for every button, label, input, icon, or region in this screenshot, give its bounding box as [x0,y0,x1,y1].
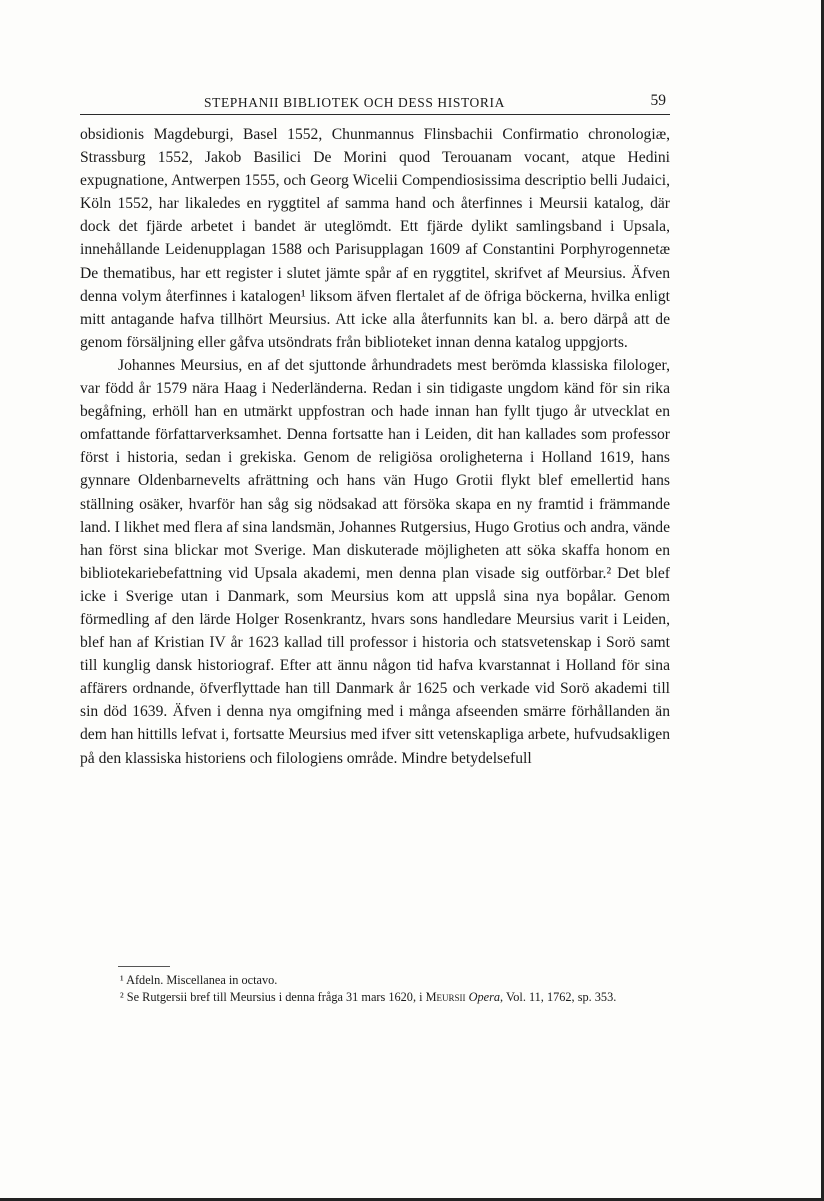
footnotes [80,972,670,1006]
page-number: 59 [650,92,666,109]
paragraph-1: obsidionis Magdeburgi, Basel 1552, Chunmannus Flinsbachii Confirmatio chronologiæ, Strassburg 1552, Jakob Basilici De Morini quod Terouanam vocant, atque Hedini expugnatione, Antwerpen 1555, och Georg Wicelii Compendiosissima descriptio belli Judaici, Köln 1552, har likaledes en ryggtitel af samma hand och återfinnes i Meursii katalog, där dock det fjärde arbetet i bandet är uteglömdt. Ett fjärde dylikt samlingsband i Upsala, innehållande Leidenupplagan 1588 och Parisupplagan 1609 af Constantini Porphyrogennetæ De thematibus, har ett register i slutet jämte spår af en ryggtitel, skrifvet af Meursius. Äfven denna volym återfinnes i katalogen¹ liksom äfven flertalet af de öfriga böckerna, hvilka enligt mitt antagande hafva tillhört Meursius. Att icke alla återfunnits kan bl. a. bero därpå att de genom försäljning eller gåfva utsöndrats från biblioteket innan denna katalog uppgjorts. [80,126,670,351]
footnote-divider [118,966,170,967]
running-title: STEPHANII BIBLIOTEK OCH DESS HISTORIA [204,95,505,110]
footnote-2-reference: , Vol. 11, 1762, sp. 353. [500,990,617,1004]
footnote-1: ¹ Afdeln. Miscellanea in octavo. [120,973,278,987]
footnote-2-work: Opera [468,990,501,1004]
running-header [80,92,670,115]
footnote-2-author: Meursii [425,990,466,1004]
footnote-2 [80,989,670,1006]
paragraph-2: Johannes Meursius, en af det sjuttonde århundradets mest berömda klassiska filologer, var född år 1579 nära Haag i Nederländerna. Redan i sin tidigaste ungdom känd för sin rika begåfning, erhöll han en utmärkt uppfostran och hade innan han fyllt tjugo år utvecklat en omfattande författarverksamhet. Denna fortsatte han i Leiden, dit han kallades som professor först i historia, sedan i grekiska. Genom de religiösa oroligheterna i Holland 1619, hans gynnare Oldenbarnevelts afrättning och hans vän Hugo Grotii flykt blef emellertid hans ställning osäker, hvarför han såg sig nödsakad att försöka skapa en ny framtid i främmande land. I likhet med flera af sina landsmän, Johannes Rutgersius, Hugo Grotius och andra, vände han först sina blickar mot Sverige. Man diskuterade möjligheten att söka skaffa honom en bibliotekariebefattning vid Upsala akademi, men denna plan visade sig outförbar.² Det blef icke i Sverige utan i Danmark, som Meursius kom att uppslå sina nya bopålar. Genom förmedling af den lärde Holger Rosenkrantz, hvars sons handledare Meursius varit i Leiden, blef han af Kristian IV år 1623 kallad till professor i historia och statsvetenskap i Sorö samt till kunglig dansk historiograf. Efter att ännu någon tid hafva kvarstannat i Holland för sina affärers ordnande, öfverflyttade han till Danmark år 1625 och verkade vid Sorö akademi till sin död 1639. Äfven i denna nya omgifning med i många afseenden smärre förhållanden än dem han hittills lefvat i, fortsatte Meursius med ifver sitt vetenskapliga arbete, hufvudsakligen på den klassiska historiens och filologiens område. Mindre betydelsefull [80,356,670,767]
main-text [80,123,670,770]
footnote-2-text: ² Se Rutgersii bref till Meursius i denna fråga 31 mars 1620, i [120,990,426,1004]
